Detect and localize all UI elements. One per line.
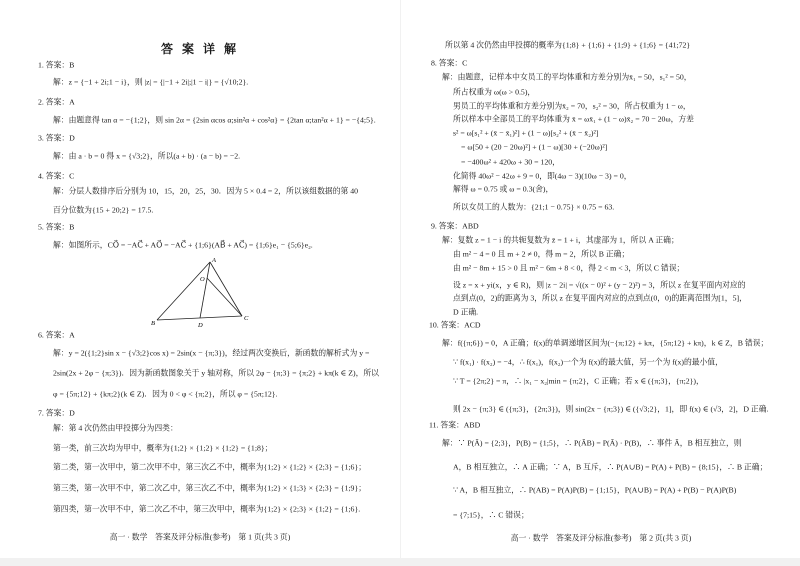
solution-line: 由 m² − 4 = 0 且 m + 2 ≠ 0，得 m = 2，所以 B 正确； [453,249,630,259]
answer-heading: 9. 答案：ABD [431,221,479,231]
solution-line: 解得 ω = 0.75 或 ω = 0.3(舍)， [453,184,554,194]
segment-ad [200,262,210,318]
answer-heading: 3. 答案：D [38,133,75,143]
answer-heading: 5. 答案：B [38,222,75,232]
solution-line: 解：由 a · b = 0 得 x = {√3;2}，所以(a + b) · (a − b) = −2. [53,151,241,161]
solution-line: = ω[50 + (20 − 20ω)²] + (1 − ω)[30 + (−20ω)²] [461,142,608,152]
solution-line: 解：由题意，记样本中女员工的平均体重和方差分别为x̄₁ = 50，s₁² = 50， [442,72,692,82]
solution-line: 解：y = 2({1;2}sin x − {√3;2}cos x) = 2sin(x − {π;3})，经过两次变换后，新函数的解析式为 y = [53,348,370,358]
label-a: A [212,257,216,264]
answer-heading: 11. 答案：ABD [429,420,481,430]
solution-line: 解：∵ P(Ā) = {2;3}，P(B) = {1;5}，∴ P(ĀB) = P(Ā) · P(B)，∴ 事件 Ā，B 相互独立，则 [442,438,742,448]
segment-ac [210,262,242,316]
solution-line: 所以样本中全部员工的平均体重为 x̄ = ωx̄₁ + (1 − ω)x̄₂ = 70 − 20ω，方差 [453,114,694,124]
solution-line: 第四类，第一次甲不中，第二次乙不中，第三次甲中，概率为{1;2} × {2;3} × {1;2} = {1;6}. [53,504,361,514]
solution-line: 解：分层人数排序后分别为 10，15，20，25，30．因为 5 × 0.4 = 2，所以该组数据的第 40 [53,186,359,196]
solution-line: 第三类，第一次甲不中，第二次乙中，第三次乙不中，概率为{1;2} × {1;3} × {2;3} = {1;9}； [53,483,366,493]
segment-bc [157,316,242,320]
answer-heading: 7. 答案：D [38,408,75,418]
triangle-figure [140,250,260,330]
solution-line: 百分位数为{15 + 20;2} = 17.5. [53,205,154,215]
solution-line: 所以第 4 次仍然由甲投掷的概率为{1;8} + {1;6} + {1;9} + {1;6} = {41;72} [445,40,691,50]
solution-line: 所以女员工的人数为：{21;1 − 0.75} × 0.75 = 63. [453,202,615,212]
solution-line: ∵ A，B 相互独立，∴ P(AB) = P(A)P(B) = {1;15}，P(A∪B) = P(A) + P(B) − P(A)P(B) [453,485,737,495]
label-d: D [198,322,203,329]
solution-line: = {7;15}，∴ C 错误； [453,510,529,520]
answer-heading: 6. 答案：A [38,330,75,340]
solution-line: s² = ω[s₁² + (x̄ − x̄₁)²] + (1 − ω)[s₂² + (x̄ − x̄₂)²] [453,128,599,138]
solution-line: 点到点(0，2)的距离为 3，所以 z 在复平面内对应的点到点(0，0)的距离范围为[1，5]， [453,293,747,303]
solution-line: 解：f({π;6}) = 0，A 正确；f(x)的单调递增区间为(−{π;12} + kπ，{5π;12} + kπ)，k ∈ Z，B 错误； [442,338,769,348]
label-c: C [244,315,249,322]
page-footer: 高一 · 数学 答案及评分标准(参考) 第 1 页(共 3 页) [109,532,291,542]
page-footer: 高一 · 数学 答案及评分标准(参考) 第 2 页(共 3 页) [510,533,692,543]
label-b: B [151,320,155,327]
solution-line: 解：第 4 次仍然由甲投掷分为四类： [53,423,178,433]
solution-line: 设 z = x + yi(x，y ∈ R)，则 |z − 2i| = √((x − 0)² + (y − 2)²) = 3，所以 z 在复平面内对应的 [453,280,746,290]
answer-heading: 8. 答案：C [431,58,468,68]
solution-line: 第一类，前三次均为甲中，概率为{1;2} × {1;2} × {1;2} = {1;8}； [53,443,273,453]
page-2 [401,0,800,558]
segment-ab [157,262,210,320]
solution-line: 男员工的平均体重和方差分别为x̄₂ = 70，s₂² = 30，所占权重为 1 − ω， [453,101,691,111]
solution-line: A，B 相互独立，∴ A 正确；∵ A，B 互斥，∴ P(A∪B) = P(A) + P(B) = {8;15}，∴ B 正确； [453,462,768,472]
solution-line: 第二类，第一次甲中，第二次甲不中，第三次乙不中，概率为{1;2} × {1;2} × {2;3} = {1;6}； [53,462,366,472]
solution-line: 解：复数 z = 1 − i 的共轭复数为 z̄ = 1 + i，其虚部为 1，所以 A 正确； [442,235,679,245]
solution-line: 所占权重为 ω(ω > 0.5)， [453,87,536,97]
solution-line: = −400ω² + 420ω + 30 = 120， [461,157,560,167]
solution-line: 则 2x − {π;3} ∈ ({π;3}，{2π;3})，则 sin(2x − {π;3}) ∈ ({√3;2}，1]，即 f(x) ∈ (√3，2]，D 正确. [453,404,769,414]
answer-heading: 1. 答案：B [38,60,75,70]
solution-line: 解：z = {−1 + 2i;1 − i}，则 |z| = {|−1 + 2i|;|1 − i|} = {√10;2}. [53,77,249,87]
solution-line: ∵ T = {2π;2} = π，∴ |x₁ − x₂|min = {π;2}，C 正确；若 x ∈ ({π;3}，{π;2})， [453,376,704,386]
solution-line: 解：如图所示，CO⃗ = −AC⃗ + AO⃗ = −AC⃗ + {1;6}(AB⃗ + AC⃗) = {1;6}e₁ − {5;6}e₂. [53,240,313,250]
solution-line: D 正确. [453,307,479,317]
solution-line: 化简得 40ω² − 42ω + 9 = 0，即(4ω − 3)(10ω − 3) = 0， [453,171,632,181]
answer-heading: 4. 答案：C [38,171,75,181]
label-o: O [200,276,205,283]
solution-line: 解：由题意得 tan α = −{1;2}，则 sin 2α = {2sin αcos α;sin²α + cos²α} = {2tan α;tan²α + 1} = −{4;5}. [53,115,376,125]
segment-oc [207,278,242,316]
solution-line: 由 m² − 8m + 15 > 0 且 m² − 6m + 8 < 0，得 2 < m < 3，所以 C 错误； [453,263,685,273]
solution-line: φ = {5π;12} + {kπ;2}(k ∈ Z)．因为 0 < φ < {π;2}，所以 φ = {5π;12}. [53,389,278,399]
document-title: 答 案 详 解 [160,42,239,56]
solution-line: ∵ f(x₁) · f(x₂) = −4，∴ f(x₁)，f(x₂)一个为 f(x)的最大值，另一个为 f(x)的最小值， [453,357,723,367]
answer-heading: 10. 答案：ACD [429,320,481,330]
answer-heading: 2. 答案：A [38,97,75,107]
solution-line: 2sin(2x + 2φ − {π;3})．因为新函数图象关于 y 轴对称，所以 2φ − {π;3} = {π;2} + kπ(k ∈ Z)，所以 [53,368,379,378]
page-1 [0,0,400,558]
